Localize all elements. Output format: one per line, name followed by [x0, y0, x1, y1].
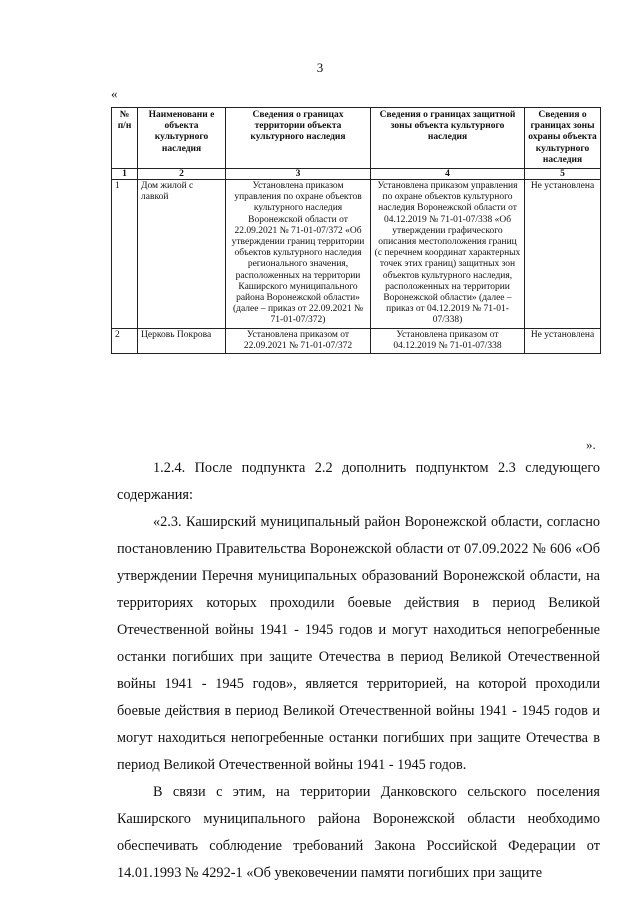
header-row-number: № п/н [112, 108, 138, 169]
territory-cell: Установлена приказом от 22.09.2021 № 71-01-07/372 [226, 328, 371, 353]
closing-quote-mark: ». [586, 437, 596, 452]
table-header-row [112, 108, 601, 169]
row-number-cell: 2 [112, 328, 138, 353]
column-number: 4 [371, 169, 525, 180]
security-zone-cell: Не установлена [525, 180, 601, 329]
column-number: 2 [138, 169, 226, 180]
object-name-cell: Дом жилой с лавкой [138, 180, 226, 329]
table-row [112, 180, 601, 329]
page-number: 3 [316, 60, 324, 75]
column-number: 5 [525, 169, 601, 180]
paragraph-requirements: В связи с этим, на территории Данковского сельского поселения Каширского муниципального района Воронежской области необходимо обеспечивать соблюдение требований Закона Российской Федерации от 14.01.1993 № 4292-1 «Об увековечении памяти погибших при защите [117, 784, 600, 881]
protective-zone-cell: Установлена приказом от 04.12.2019 № 71-01-07/338 [371, 328, 525, 353]
header-object-name: Наименовани е объекта культурного наследия [138, 108, 226, 169]
header-protective-zone-boundaries: Сведения о границах защитной зоны объекта культурного наследия [371, 108, 525, 169]
territory-cell: Установлена приказом управления по охране объектов культурного наследия Воронежской области от 22.09.2021 № 71-01-07/372 «Об утверждении границ территории объектов культурного наследия регионального значения, расположенных на территории Каширского муниципального района Воронежской области» (далее – приказ от 22.09.2021 № 71-01-07/372) [226, 180, 371, 329]
row-number-cell: 1 [112, 180, 138, 329]
column-number: 1 [112, 169, 138, 180]
column-numbers-row [112, 169, 601, 180]
security-zone-cell: Не установлена [525, 328, 601, 353]
document-body [117, 455, 600, 887]
heritage-objects-table [111, 107, 601, 354]
paragraph-amendment-1-2-4: 1.2.4. После подпункта 2.2 дополнить подпунктом 2.3 следующего содержания: [117, 460, 600, 503]
header-territory-boundaries: Сведения о границах территории объекта культурного наследия [226, 108, 371, 169]
paragraph-subclause-2-3: «2.3. Каширский муниципальный район Воронежской области, согласно постановлению Правительства Воронежской области от 07.09.2022 № 606 «Об утверждении Перечня муниципальных образований Воронежской области, на территориях которых проходили боевые действия в период Великой Отечественной войны 1941 - 1945 годов и могут находиться непогребенные останки погибших при защите Отечества в период Великой Отечественной войны 1941 - 1945 годов», является территорией, на которой проходили боевые действия в период Великой Отечественной войны 1941 - 1945 годов и могут находиться непогребенные останки погибших при защите Отечества в период Великой Отечественной войны 1941 - 1945 годов. [117, 514, 600, 773]
protective-zone-cell: Установлена приказом управления по охране объектов культурного наследия Воронежской области от 04.12.2019 № 71-01-07/338 «Об утверждении графического описания местоположения границ (с перечнем координат характерных точек этих границ) защитных зон объектов культурного наследия, расположенных на территории Воронежской области» (далее – приказ от 04.12.2019 № 71-01-07/338) [371, 180, 525, 329]
header-security-zone-boundaries: Сведения о границах зоны охраны объекта культурного наследия [525, 108, 601, 169]
column-number: 3 [226, 169, 371, 180]
object-name-cell: Церковь Покрова [138, 328, 226, 353]
opening-quote-mark: « [111, 86, 118, 101]
table-row [112, 328, 601, 353]
